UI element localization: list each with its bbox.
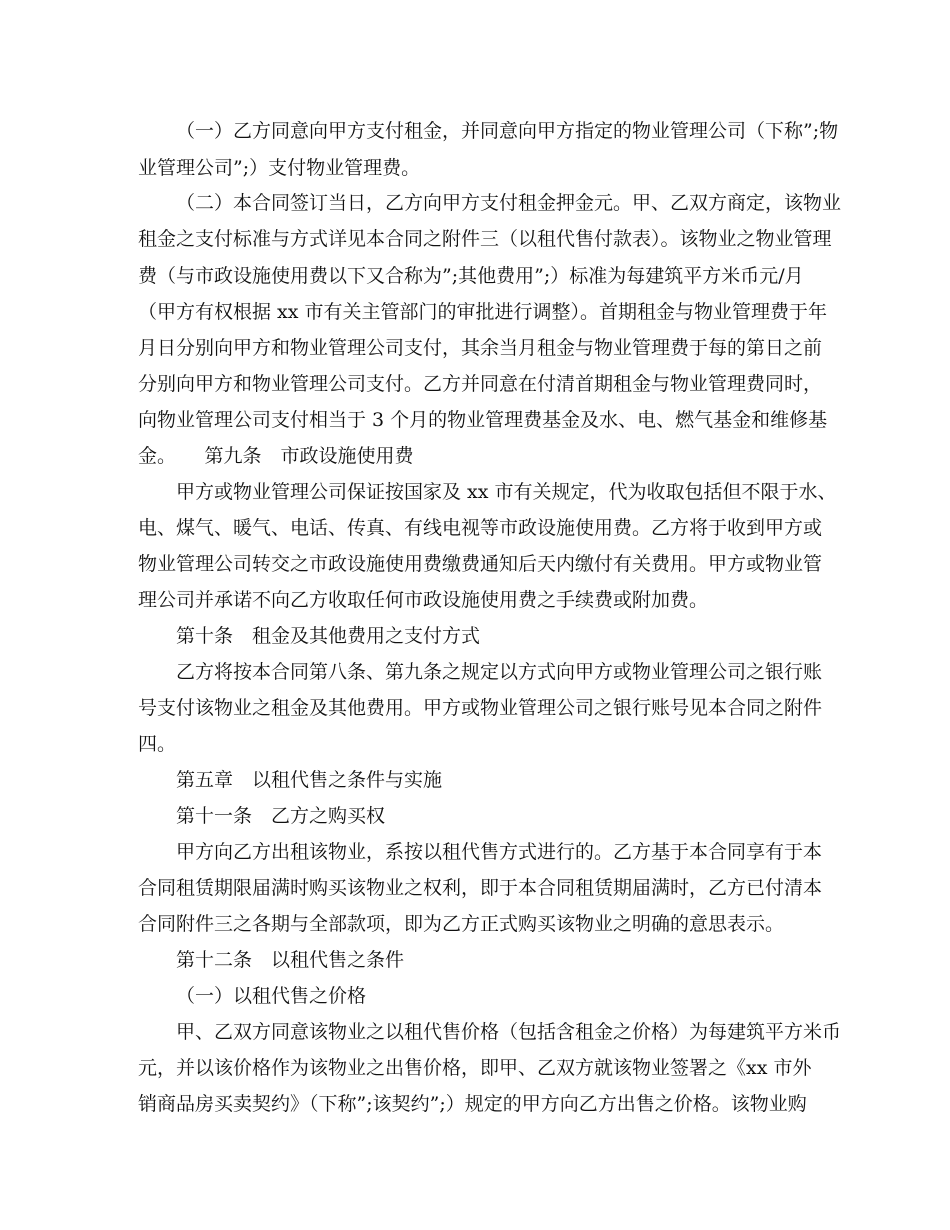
paragraph-line: 分别向甲方和物业管理公司支付。乙方并同意在付清首期租金与物业管理费同时， [138, 373, 823, 395]
paragraph-line: 租金之支付标准与方式详见本合同之附件三（以租代售付款表）。该物业之物业管理 [138, 228, 832, 250]
paragraph-line: （甲方有权根据 xx 市有关主管部门的审批进行调整）。首期租金与物业管理费于年 [138, 301, 828, 323]
section-heading: 第十一条 乙方之购买权 [176, 805, 386, 827]
paragraph-line: （二）本合同签订当日，乙方向甲方支付租金押金元。甲、乙双方商定，该物业 [176, 192, 842, 214]
paragraph-line: 号支付该物业之租金及其他费用。甲方或物业管理公司之银行账号见本合同之附件 [138, 697, 823, 719]
paragraph-line: 甲、乙双方同意该物业之以租代售价格（包括含租金之价格）为每建筑平方米币 [176, 1021, 842, 1043]
paragraph-line: （一）以租代售之价格 [176, 985, 367, 1007]
paragraph-line: 物业管理公司转交之市政设施使用费缴费通知后天内缴付有关费用。甲方或物业管 [138, 553, 823, 575]
section-heading: 第十条 租金及其他费用之支付方式 [176, 625, 481, 647]
section-heading: 第十二条 以租代售之条件 [176, 949, 405, 971]
paragraph-line: 四。 [138, 733, 177, 755]
paragraph-line: 电、煤气、暖气、电话、传真、有线电视等市政设施使用费。乙方将于收到甲方或 [138, 517, 823, 539]
paragraph-line: 销商品房买卖契约》（下称”;该契约”;）规定的甲方向乙方出售之价格。该物业购 [138, 1093, 807, 1115]
chapter-heading: 第五章 以租代售之条件与实施 [176, 769, 443, 791]
paragraph-line: 乙方将按本合同第八条、第九条之规定以方式向甲方或物业管理公司之银行账 [176, 661, 823, 683]
paragraph-line: 合同附件三之各期与全部款项，即为乙方正式购买该物业之明确的意思表示。 [138, 913, 785, 935]
paragraph-line: 业管理公司”;）支付物业管理费。 [138, 157, 421, 179]
paragraph-line: 月日分别向甲方和物业管理公司支付，其余当月租金与物业管理费于每的第日之前 [138, 337, 823, 359]
paragraph-line: 费（与市政设施使用费以下又合称为”;其他费用”;）标准为每建筑平方米币元/月 [138, 265, 804, 287]
paragraph-line: 元，并以该价格作为该物业之出售价格，即甲、乙双方就该物业签署之《xx 市外 [138, 1057, 812, 1079]
paragraph-line: （一）乙方同意向甲方支付租金，并同意向甲方指定的物业管理公司（下称”;物 [176, 120, 839, 142]
paragraph-line: 甲方向乙方出租该物业，系按以租代售方式进行的。乙方基于本合同享有于本 [176, 841, 823, 863]
paragraph-line: 理公司并承诺不向乙方收取任何市政设施使用费之手续费或附加费。 [138, 589, 709, 611]
paragraph-line: 甲方或物业管理公司保证按国家及 xx 市有关规定，代为收取包括但不限于水、 [176, 481, 837, 503]
paragraph-line: 合同租赁期限届满时购买该物业之权利，即于本合同租赁期届满时，乙方已付清本 [138, 877, 823, 899]
paragraph-line: 金。 第九条 市政设施使用费 [138, 445, 414, 467]
paragraph-line: 向物业管理公司支付相当于 3 个月的物业管理费基金及水、电、燃气基金和维修基 [138, 409, 828, 431]
